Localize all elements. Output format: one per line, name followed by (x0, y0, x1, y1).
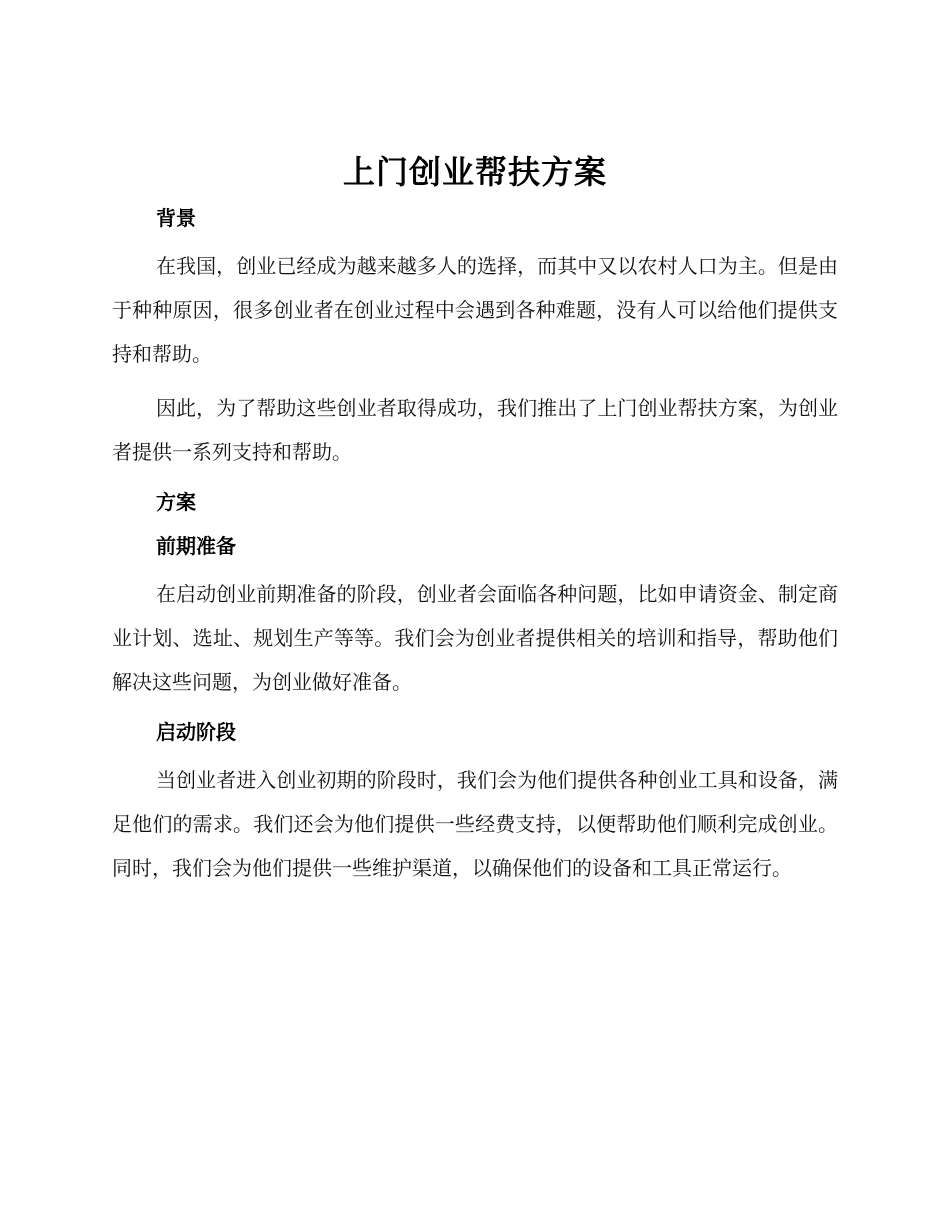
section-heading-preparation: 前期准备 (156, 534, 236, 558)
background-paragraph-2: 因此，为了帮助这些创业者取得成功，我们推出了上门创业帮扶方案，为创业者提供一系列支持和帮助。 (112, 396, 838, 464)
preparation-paragraph-1: 在启动创业前期准备的阶段，创业者会面临各种问题，比如申请资金、制定商业计划、选址、规划生产等等。我们会为创业者提供相关的培训和指导，帮助他们解决这些问题，为创业做好准备。 (112, 582, 838, 694)
background-paragraph-1: 在我国，创业已经成为越来越多人的选择，而其中又以农村人口为主。但是由于种种原因，很多创业者在创业过程中会遇到各种难题，没有人可以给他们提供支持和帮助。 (112, 254, 838, 366)
section-heading-startup: 启动阶段 (156, 720, 236, 744)
document-page (112, 150, 838, 900)
section-heading-background: 背景 (156, 206, 196, 230)
document-title: 上门创业帮扶方案 (342, 153, 607, 191)
startup-paragraph-1: 当创业者进入创业初期的阶段时，我们会为他们提供各种创业工具和设备，满足他们的需求。我们还会为他们提供一些经费支持，以便帮助他们顺利完成创业。同时，我们会为他们提供一些维护渠道，以确保他们的设备和工具正常运行。 (112, 768, 838, 880)
section-heading-plan: 方案 (156, 490, 196, 514)
